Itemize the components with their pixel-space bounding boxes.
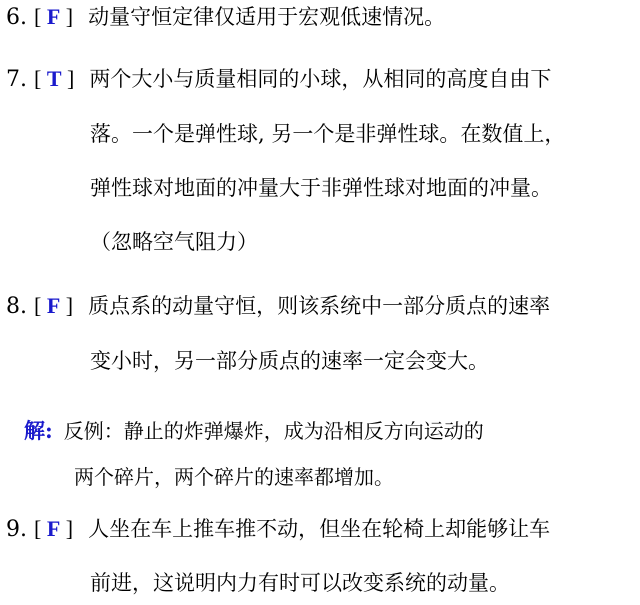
solution [24, 416, 484, 447]
item-6 [6, 2, 445, 33]
answer-mark: F [46, 4, 61, 29]
answer-mark: F [46, 293, 61, 318]
bracket-close: ] [60, 293, 74, 318]
item-text-line: 变小时，另一部分质点的速率一定会变大。 [90, 349, 489, 373]
item-number: 7. [6, 67, 27, 92]
item-text-line: 前进，这说明内力有时可以改变系统的动量。 [90, 571, 510, 595]
answer-mark: T [46, 66, 62, 91]
item-8 [6, 291, 550, 322]
solution-text-line: 反例：静止的炸弹爆炸，成为沿相反方向运动的 [63, 419, 484, 443]
solution-label: 解: [24, 418, 53, 443]
item-text-line: 落。一个是弹性球, 另一个是非弹性球。在数值上， [90, 122, 566, 146]
bracket-open: [ [34, 293, 47, 318]
item-number: 8. [6, 294, 27, 319]
answer-mark: F [46, 516, 61, 541]
item-number: 6. [6, 5, 27, 30]
item-text-line: 弹性球对地面的冲量大于非弹性球对地面的冲量。 [90, 176, 552, 200]
item-9 [6, 514, 550, 545]
item-text-line: （忽略空气阻力） [90, 230, 258, 254]
bracket-open: [ [34, 4, 47, 29]
item-text-line: 动量守恒定律仅适用于宏观低速情况。 [88, 5, 446, 29]
bracket-open: [ [34, 66, 47, 91]
item-text-line: 人坐在车上推车推不动，但坐在轮椅上却能够让车 [88, 517, 551, 541]
bracket-close: ] [60, 516, 74, 541]
item-text-line: 两个大小与质量相同的小球，从相同的高度自由下 [89, 67, 552, 91]
item-7 [6, 64, 551, 95]
item-text-line: 质点系的动量守恒，则该系统中一部分质点的速率 [88, 294, 551, 318]
item-number: 9. [6, 517, 27, 542]
bracket-close: ] [61, 66, 75, 91]
bracket-close: ] [60, 4, 74, 29]
solution-text-line: 两个碎片，两个碎片的速率都增加。 [74, 465, 394, 489]
bracket-open: [ [34, 516, 47, 541]
